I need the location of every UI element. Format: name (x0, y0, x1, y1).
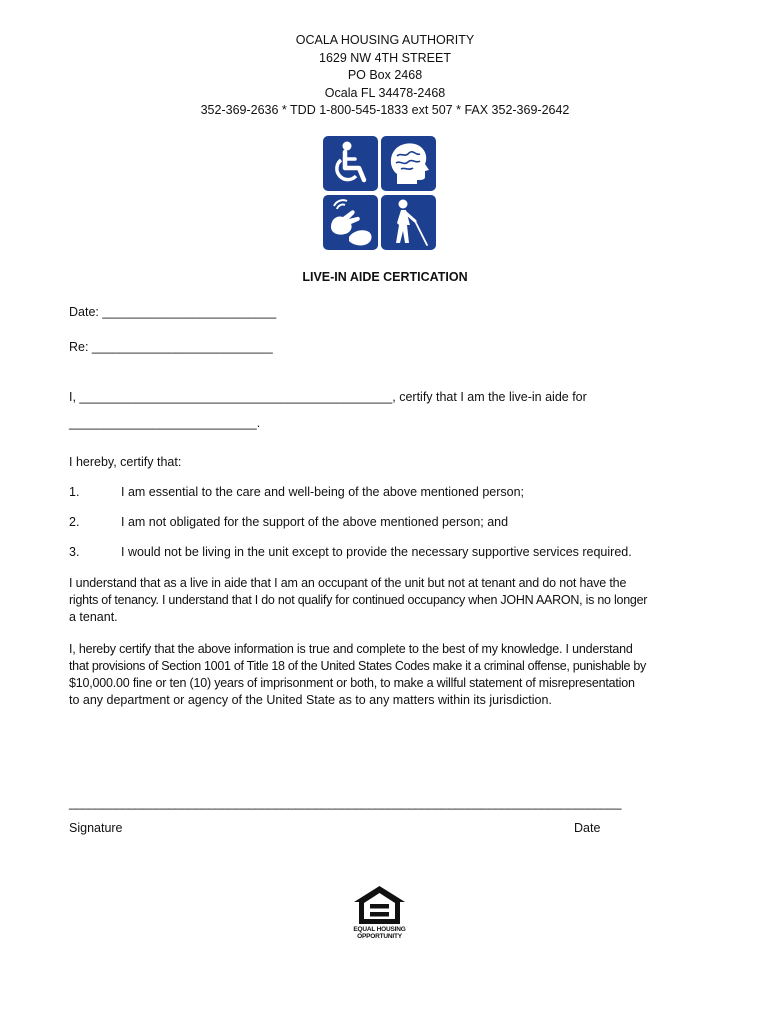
letterhead (0, 32, 770, 120)
paragraph-line: rights of tenancy. I understand that I do not qualify for continued occupancy when JOHN AARON, is no longer (69, 593, 648, 607)
item-number: 2. (69, 515, 80, 529)
signature-label: Signature (69, 821, 123, 835)
sign-language-icon (323, 195, 378, 250)
paragraph-line: I, hereby certify that the above information is true and complete to the best of my knowledge. I understand (69, 642, 633, 656)
equal-housing-text (352, 926, 407, 940)
certification-paragraph (69, 641, 701, 709)
paragraph-line: that provisions of Section 1001 of Title 18 of the United States Codes make it a criminal offense, punishable by (69, 659, 646, 673)
date-field[interactable]: Date: _________________________ (69, 305, 277, 319)
phone-line: 352-369-2636 * TDD 1-800-545-1833 ext 507 * FAX 352-369-2642 (200, 103, 570, 117)
accessibility-icons (323, 136, 437, 251)
item-text: I am essential to the care and well-being of the above mentioned person; (121, 485, 525, 499)
signature-line[interactable]: ___________________________________________________________________________________ (69, 796, 622, 810)
paragraph-line: $10,000.00 fine or ten (10) years of imprisonment or both, to make a willful statement of misrepresentation (69, 676, 635, 690)
paragraph-line: a tenant. (69, 610, 118, 624)
head-profile-icon (381, 136, 436, 191)
form-title: LIVE-IN AIDE CERTICATION (302, 270, 468, 284)
street-address: 1629 NW 4TH STREET (319, 50, 451, 65)
item-text: I am not obligated for the support of the above mentioned person; and (121, 515, 509, 529)
certify-tenant-line[interactable]: ___________________________. (69, 416, 261, 430)
house-icon (352, 884, 407, 926)
blind-cane-icon (381, 195, 436, 250)
paragraph-line: I understand that as a live in aide that I am an occupant of the unit but not at tenant and do not have the (69, 576, 627, 590)
item-text: I would not be living in the unit except to provide the necessary supportive services required. (121, 545, 632, 559)
logo-line: OPPORTUNITY (357, 933, 402, 940)
city-line: Ocala FL 34478-2468 (324, 85, 446, 100)
item-number: 1. (69, 485, 80, 499)
logo-line: EQUAL HOUSING (353, 926, 406, 933)
occupancy-paragraph (69, 575, 701, 626)
re-field[interactable]: Re: __________________________ (69, 340, 273, 354)
org-name: OCALA HOUSING AUTHORITY (295, 33, 475, 47)
po-box: PO Box 2468 (347, 68, 423, 82)
certify-intro: I hereby, certify that: (69, 455, 182, 469)
certify-name-line[interactable]: I, _____________________________________________, certify that I am the live-in aide for (69, 390, 587, 404)
item-number: 3. (69, 545, 80, 559)
paragraph-line: to any department or agency of the United State as to any matters within its jurisdiction. (69, 693, 552, 707)
equal-housing-logo (352, 884, 407, 942)
date-label: Date (574, 821, 601, 835)
wheelchair-icon (323, 136, 378, 191)
